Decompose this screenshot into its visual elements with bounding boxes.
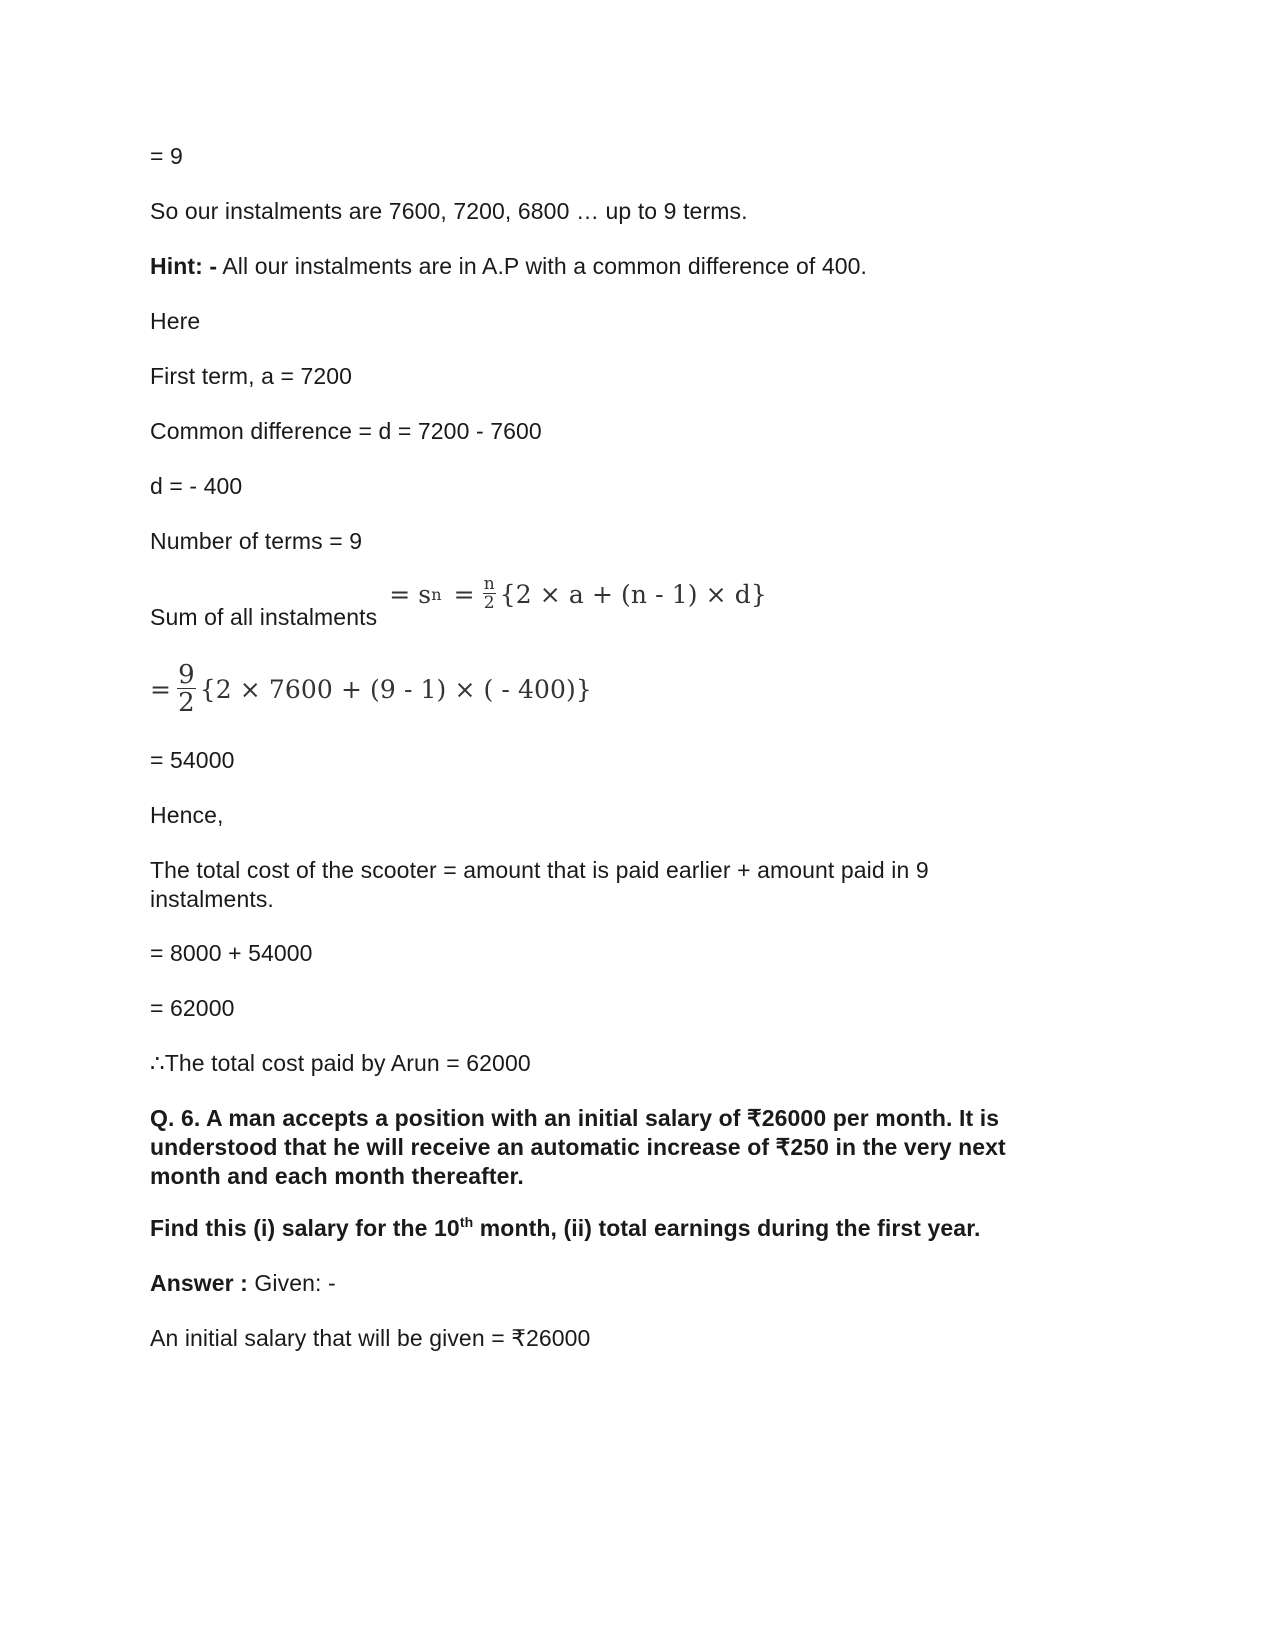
sum-formula bbox=[389, 576, 767, 612]
substituted-formula-line bbox=[150, 660, 592, 718]
sum-formula-line bbox=[150, 574, 767, 630]
formula2-equals: = bbox=[150, 674, 172, 704]
d-value-line: d = - 400 bbox=[150, 473, 243, 499]
sum-label: Sum of all instalments bbox=[150, 604, 378, 630]
question-6: Q. 6. A man accepts a position with an initial salary of ₹26000 per month. It is understood that he will receive an automatic increase of ₹250 in the very next month and each month thereafter. bbox=[150, 1105, 1006, 1189]
instalments-line: So our instalments are 7600, 7200, 6800 … up to 9 terms. bbox=[150, 198, 748, 224]
answer-label: Answer : bbox=[150, 1270, 248, 1296]
common-difference-line: Common difference = d = 7200 - 7600 bbox=[150, 418, 542, 444]
sum-result-line: = 54000 bbox=[150, 747, 235, 773]
hint-line bbox=[150, 252, 867, 281]
formula-body: {2 × a + (n - 1) × d} bbox=[499, 579, 767, 609]
total-line: = 62000 bbox=[150, 995, 235, 1021]
find-part-a: Find this (i) salary for the 10 bbox=[150, 1215, 460, 1241]
formula-fraction bbox=[483, 576, 496, 612]
number-of-terms-line: Number of terms = 9 bbox=[150, 528, 363, 554]
formula2-fraction bbox=[177, 662, 196, 716]
formula2-body: {2 × 7600 + (9 - 1) × ( - 400)} bbox=[199, 674, 592, 704]
fraction-numerator: n bbox=[483, 574, 495, 594]
initial-salary-line: An initial salary that will be given = ₹26000 bbox=[150, 1325, 591, 1351]
addition-line: = 8000 + 54000 bbox=[150, 940, 313, 966]
here-line: Here bbox=[150, 308, 201, 334]
formula2-numerator: 9 bbox=[178, 660, 195, 690]
answer-line bbox=[150, 1269, 336, 1298]
formula-lhs: = s bbox=[389, 579, 432, 609]
result-line-9: = 9 bbox=[150, 143, 183, 169]
formula2-denominator: 2 bbox=[178, 688, 195, 718]
find-superscript: th bbox=[459, 1214, 474, 1230]
hence-line: Hence, bbox=[150, 802, 224, 828]
total-cost-statement: The total cost of the scooter = amount that is paid earlier + amount paid in 9 instalments. bbox=[150, 857, 929, 912]
conclusion-line: ∴The total cost paid by Arun = 62000 bbox=[150, 1050, 531, 1076]
find-part-b: month, (ii) total earnings during the first year. bbox=[473, 1215, 981, 1241]
first-term-line: First term, a = 7200 bbox=[150, 363, 353, 389]
answer-text: Given: - bbox=[247, 1270, 336, 1296]
hint-text: All our instalments are in A.P with a common difference of 400. bbox=[217, 253, 868, 279]
substituted-formula bbox=[150, 662, 592, 716]
find-line bbox=[150, 1214, 980, 1243]
formula-subscript: n bbox=[431, 584, 442, 604]
fraction-denominator: 2 bbox=[483, 593, 495, 613]
hint-label: Hint: - bbox=[150, 253, 218, 279]
formula-equals: = bbox=[453, 579, 475, 609]
